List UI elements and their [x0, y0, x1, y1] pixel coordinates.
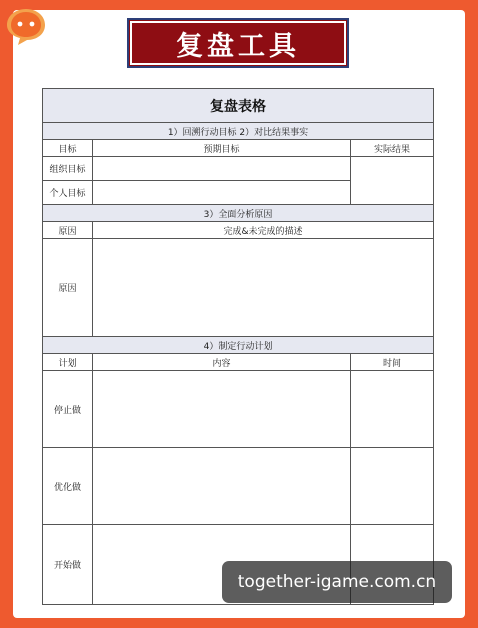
review-table — [42, 88, 434, 605]
cell-org-expected — [93, 157, 351, 181]
row-label-optimize: 优化做 — [43, 448, 93, 525]
column-header-time: 时间 — [351, 354, 433, 371]
column-header-cause: 原因 — [43, 222, 93, 239]
section-heading-plan: 4）制定行动计划 — [43, 337, 433, 354]
page-title-banner: 复盘工具 — [127, 18, 349, 68]
cell-stop-time — [351, 371, 433, 448]
column-header-content: 内容 — [93, 354, 351, 371]
table-title: 复盘表格 — [43, 89, 433, 123]
cell-personal-expected — [93, 181, 351, 205]
column-header-goal: 目标 — [43, 140, 93, 157]
row-label-personal-goal: 个人目标 — [43, 181, 93, 205]
chat-bubble-logo-icon — [4, 6, 48, 46]
column-header-actual: 实际结果 — [351, 140, 433, 157]
cell-actual-result — [351, 157, 433, 205]
row-label-cause: 原因 — [43, 239, 93, 337]
section-heading-causes: 3）全面分析原因 — [43, 205, 433, 222]
column-header-plan: 计划 — [43, 354, 93, 371]
cell-optimize-time — [351, 448, 433, 525]
column-header-description: 完成&未完成的描述 — [93, 222, 433, 239]
row-label-org-goal: 组织目标 — [43, 157, 93, 181]
column-header-expected: 预期目标 — [93, 140, 351, 157]
watermark-label: together-igame.com.cn — [222, 561, 452, 603]
cell-stop-content — [93, 371, 351, 448]
cell-cause-description — [93, 239, 433, 337]
row-label-stop: 停止做 — [43, 371, 93, 448]
section-heading-goals: 1）回溯行动目标 2）对比结果事实 — [43, 123, 433, 140]
row-label-start: 开始做 — [43, 525, 93, 604]
cell-optimize-content — [93, 448, 351, 525]
